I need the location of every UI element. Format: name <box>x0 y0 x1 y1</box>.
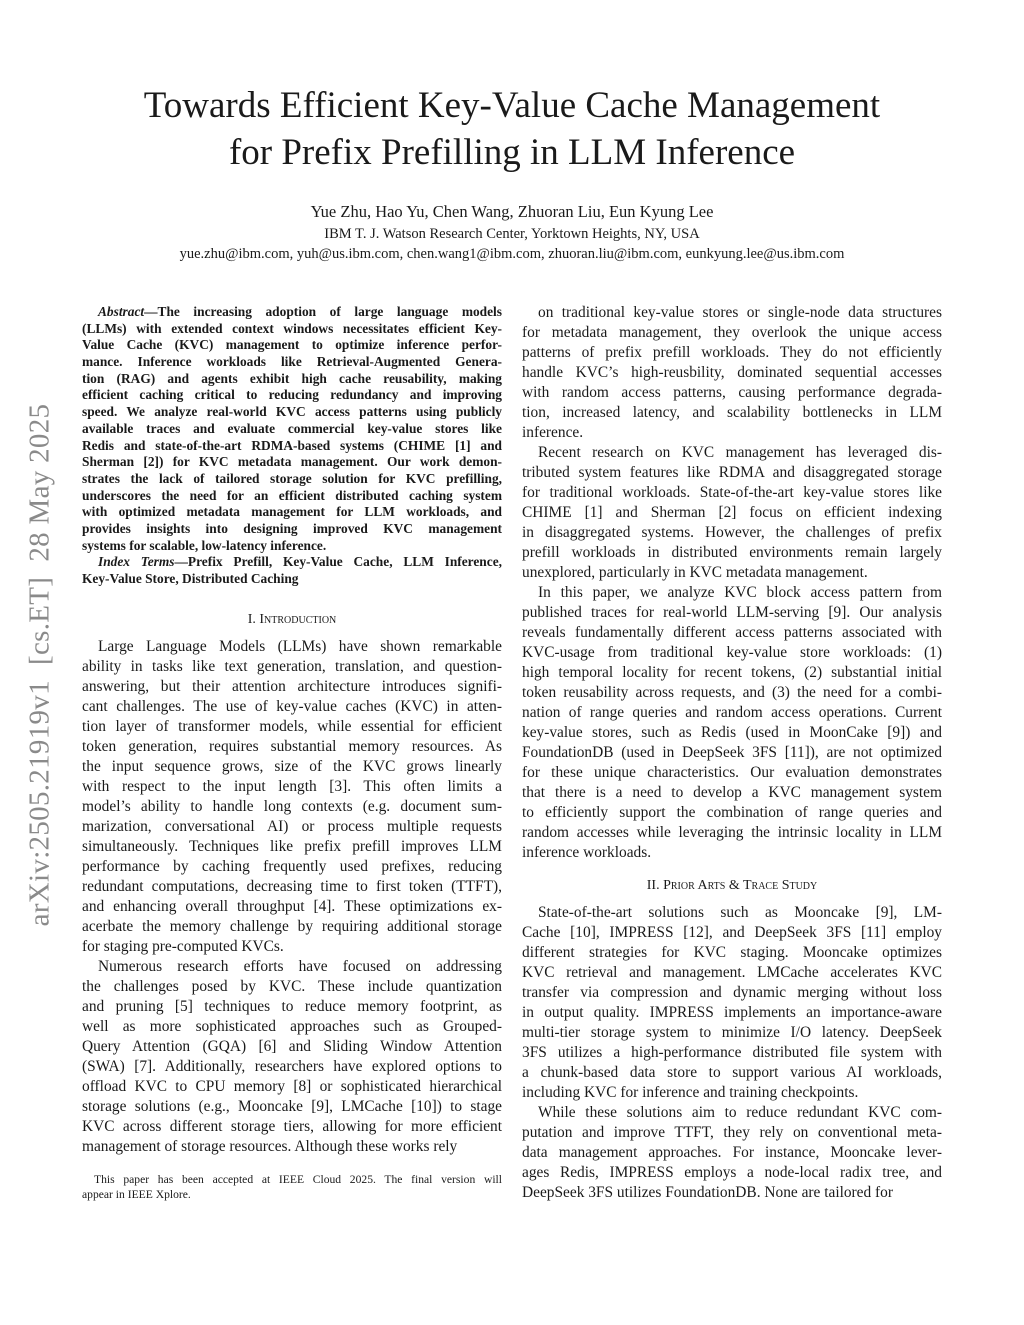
abstract <box>82 304 502 554</box>
text-line: management of storage resources. Although these works rely <box>82 1137 458 1155</box>
text-line: Large Language Models (LLMs) have shown remarkable <box>98 637 502 655</box>
text-line: simultaneously. Techniques like prefix prefill improves LLM <box>82 837 502 855</box>
text-line: published traces for real-world LLM-serving [9]. Our analysis <box>522 604 942 621</box>
text-line: in output quality. IMPRESS implements an importance-aware <box>522 1004 942 1021</box>
text-line: nation of range queries and random access operations. Current <box>522 704 942 721</box>
text-span: (LLMs) with extended context windows necessitates efficient Key- <box>82 320 502 336</box>
text-line: handle KVC’s high-reusbility, dominated sequential accesses <box>522 364 942 381</box>
text-line <box>82 521 502 538</box>
text-line: reveals fundamentally different access patterns associated with <box>522 624 942 641</box>
text-line: offload KVC to CPU memory [8] or sophisticated hierarchical <box>82 1077 502 1095</box>
text-line: tributed system features like RDMA and disaggregated storage <box>522 464 942 481</box>
text-line: the input sequence grows, size of the KVC grows linearly <box>82 757 502 775</box>
text-line <box>82 404 502 421</box>
text-line: Recent research on KVC management has leveraged dis- <box>538 444 942 461</box>
text-line: unexplored, particularly in KVC metadata management. <box>522 564 868 581</box>
title-line: Towards Efficient Key-Value Cache Management <box>143 85 881 126</box>
text-span: speed. We analyze real-world KVC access patterns using publicly <box>82 404 502 420</box>
text-line: well as more sophisticated approaches such as Grouped- <box>82 1017 502 1035</box>
text-line: ability in tasks like text generation, translation, and question- <box>82 657 502 675</box>
title-line: for Prefix Prefilling in LLM Inference <box>228 132 796 173</box>
text-span: —Prefix Prefill, Key-Value Cache, LLM Inference, <box>174 554 502 570</box>
text-line: on traditional key-value stores or single-node data structures <box>538 304 942 321</box>
authors: Yue Zhu, Hao Yu, Chen Wang, Zhuoran Liu, Eun Kyung Lee <box>310 202 714 221</box>
index-terms <box>82 554 502 587</box>
text-line <box>82 337 502 354</box>
text-span: efficient caching critical to reducing redundancy and improving <box>82 387 502 403</box>
text-line: transfer via compression and dynamic merging without loss <box>522 984 942 1001</box>
paragraph <box>522 583 942 863</box>
text-line: including KVC for inference and training checkpoints. <box>522 1084 859 1101</box>
text-span: provides insights into designing improved KVC management <box>82 520 502 536</box>
text-line: putation and improve TTFT, they rely on conventional meta- <box>522 1124 942 1141</box>
text-line: token reusability across requests, and (3) the need for a combi- <box>522 684 942 701</box>
section-heading-introduction: I. Introduction <box>247 611 337 627</box>
text-span: systems for scalable, low-latency inference. <box>82 537 327 553</box>
arxiv-stamp: arXiv:2505.21919v1 [cs.ET] 28 May 2025 <box>23 403 56 927</box>
text-line: random accesses while leveraging the intrinsic locality in LLM <box>522 824 942 841</box>
text-line: for metadata management, they overlook the unique access <box>522 324 942 341</box>
text-span: strates the lack of tailored storage solution for KVC prefilling, <box>82 470 502 486</box>
text-line: data management approaches. For instance, Mooncake lever- <box>522 1144 942 1161</box>
right-column <box>522 303 942 1203</box>
text-line: marization, conversational AI) or process multiple requests <box>82 817 502 835</box>
text-line: for traditional workloads. State-of-the-art key-value stores like <box>522 484 942 501</box>
text-line <box>82 571 502 588</box>
text-line <box>82 321 502 338</box>
text-line: storage solutions (e.g., Mooncake [9], LMCache [10]) to stage <box>82 1097 502 1115</box>
text-line: redundant computations, decreasing time to first token (TTFT), <box>82 877 502 895</box>
text-line: with respect to the input length [3]. This often limits a <box>82 777 502 795</box>
paper-title <box>0 82 1024 176</box>
text-line: and pruning [5] techniques to reduce memory footprint, as <box>82 997 502 1015</box>
text-line: Cache [10], IMPRESS [12], and DeepSeek 3FS [11] employ <box>522 924 942 941</box>
text-line: for staging pre-computed KVCs. <box>82 937 284 955</box>
text-line: While these solutions aim to reduce redundant KVC com- <box>538 1104 942 1121</box>
text-line: for these unique characteristics. Our evaluation demonstrates <box>522 764 942 781</box>
footnote <box>82 1172 502 1202</box>
paragraph <box>82 637 502 957</box>
text-line: answering, but their attention architecture introduces signifi- <box>82 677 502 695</box>
text-line <box>82 554 502 571</box>
text-line: inference workloads. <box>522 844 652 861</box>
text-line <box>82 304 502 321</box>
text-line: KVC retrieval and management. LMCache accelerates KVC <box>522 964 942 981</box>
affiliation: IBM T. J. Watson Research Center, Yorktown Heights, NY, USA <box>324 226 700 242</box>
text-span: Key-Value Store, Distributed Caching <box>82 571 299 586</box>
text-line: KVC across different storage tiers, allowing for more efficient <box>82 1117 502 1135</box>
text-line: cant challenges. The use of key-value caches (KVC) in atten- <box>82 697 502 715</box>
text-span: mance. Inference workloads like Retrieval-Augmented Genera- <box>82 354 502 370</box>
text-span: —The increasing adoption of large language models <box>144 304 502 319</box>
text-line: patterns of prefix prefill workloads. They do not efficiently <box>522 344 942 361</box>
text-line: with random access patterns, causing performance degrada- <box>522 384 942 401</box>
introduction-continued <box>522 303 942 863</box>
text-line: tion, increased latency, and scalability bottlenecks in LLM <box>522 404 942 421</box>
text-line: CHIME [1] and Sherman [2] focus on efficient indexing <box>522 504 942 521</box>
introduction-body <box>82 637 502 1157</box>
text-line <box>82 488 502 505</box>
footnote-line: appear in IEEE Xplore. <box>82 1188 191 1201</box>
text-line: State-of-the-art solutions such as Mooncake [9], LM- <box>538 904 942 921</box>
text-line: ages Redis, IMPRESS employs a node-local radix tree, and <box>522 1164 942 1181</box>
text-line <box>82 354 502 371</box>
paragraph <box>522 443 942 583</box>
text-line: inference. <box>522 424 584 441</box>
text-span: available traces and evaluate commercial key-value stores like <box>82 420 502 436</box>
text-line: Query Attention (GQA) [6] and Sliding Window Attention <box>82 1037 502 1055</box>
text-line <box>82 504 502 521</box>
section-heading-prior-arts: II. Prior Arts & Trace Study <box>646 878 818 893</box>
text-line: FoundationDB (used in DeepSeek 3FS [11]), are not optimized <box>522 744 942 761</box>
text-line: different strategies for KVC staging. Mooncake optimizes <box>522 944 942 961</box>
text-line: that there is a need to develop a KVC management system <box>522 784 942 801</box>
text-line: multi-tier storage system to minimize I/O latency. DeepSeek <box>522 1024 942 1041</box>
text-line <box>82 387 502 404</box>
text-line: prefill workloads in distributed environments remain largely <box>522 544 942 561</box>
text-line: and enhancing overall throughput [4]. These optimizations ex- <box>82 897 502 915</box>
abstract-label: Abstract <box>98 304 145 319</box>
text-line <box>82 454 502 471</box>
prior-arts-body <box>522 903 942 1203</box>
text-line: (SWA) [7]. Additionally, researchers have explored options to <box>82 1057 502 1075</box>
text-line: to efficiently support the combination of range queries and <box>522 804 942 821</box>
text-line <box>82 371 502 388</box>
text-span: Value Cache (KVC) management to optimize inference perfor- <box>82 337 502 353</box>
text-line: acerbate the memory challenge by requiring additional storage <box>82 917 502 935</box>
text-line: model’s ability to handle long contexts (e.g. document sum- <box>82 797 502 815</box>
text-span: tion (RAG) and agents exhibit high cache reusability, making <box>82 370 502 386</box>
text-line: a chunk-based data store to support various AI workloads, <box>522 1064 942 1081</box>
text-line: key-value stores, such as Redis (used in MoonCake [9]) and <box>522 724 942 741</box>
text-span: Redis and state-of-the-art RDMA-based systems (CHIME [1] and <box>82 437 502 453</box>
text-line: high temporal locality for recent tokens, (2) substantial initial <box>522 664 942 681</box>
text-line: token generation, requires substantial memory resources. As <box>82 737 502 755</box>
paragraph <box>522 1103 942 1203</box>
text-line: 3FS utilizes a high-performance distributed file system with <box>522 1044 942 1061</box>
text-span: Sherman [2]) for KVC metadata management. Our work demon- <box>82 454 502 470</box>
text-line: KVC-usage from traditional key-value store workloads: (1) <box>522 644 942 661</box>
left-column <box>82 304 502 1157</box>
text-line: in disaggregated systems. However, the challenges of prefix <box>522 524 942 541</box>
text-line <box>82 438 502 455</box>
text-line: tion layer of transformer models, while essential for efficient <box>82 717 502 735</box>
text-line <box>82 471 502 488</box>
text-span: underscores the need for an efficient distributed caching system <box>82 487 502 503</box>
text-line: In this paper, we analyze KVC block access pattern from <box>538 584 942 601</box>
text-line: performance by caching frequently used prefixes, reducing <box>82 857 502 875</box>
paragraph <box>82 957 502 1157</box>
footnote-line: This paper has been accepted at IEEE Cloud 2025. The final version will <box>94 1173 502 1186</box>
emails: yue.zhu@ibm.com, yuh@us.ibm.com, chen.wang1@ibm.com, zhuoran.liu@ibm.com, eunkyung.lee@us.ibm.com <box>179 246 845 262</box>
text-line <box>82 421 502 438</box>
paragraph <box>522 303 942 443</box>
text-line: Numerous research efforts have focused on addressing <box>98 957 502 975</box>
text-line: DeepSeek 3FS utilizes FoundationDB. None are tailored for <box>522 1184 894 1201</box>
paragraph <box>522 903 942 1103</box>
text-span: with optimized metadata management for LLM workloads, and <box>82 504 502 520</box>
text-line: the challenges posed by KVC. These include quantization <box>82 977 502 995</box>
text-line <box>82 538 502 555</box>
index_terms-label: Index Terms <box>98 554 175 570</box>
